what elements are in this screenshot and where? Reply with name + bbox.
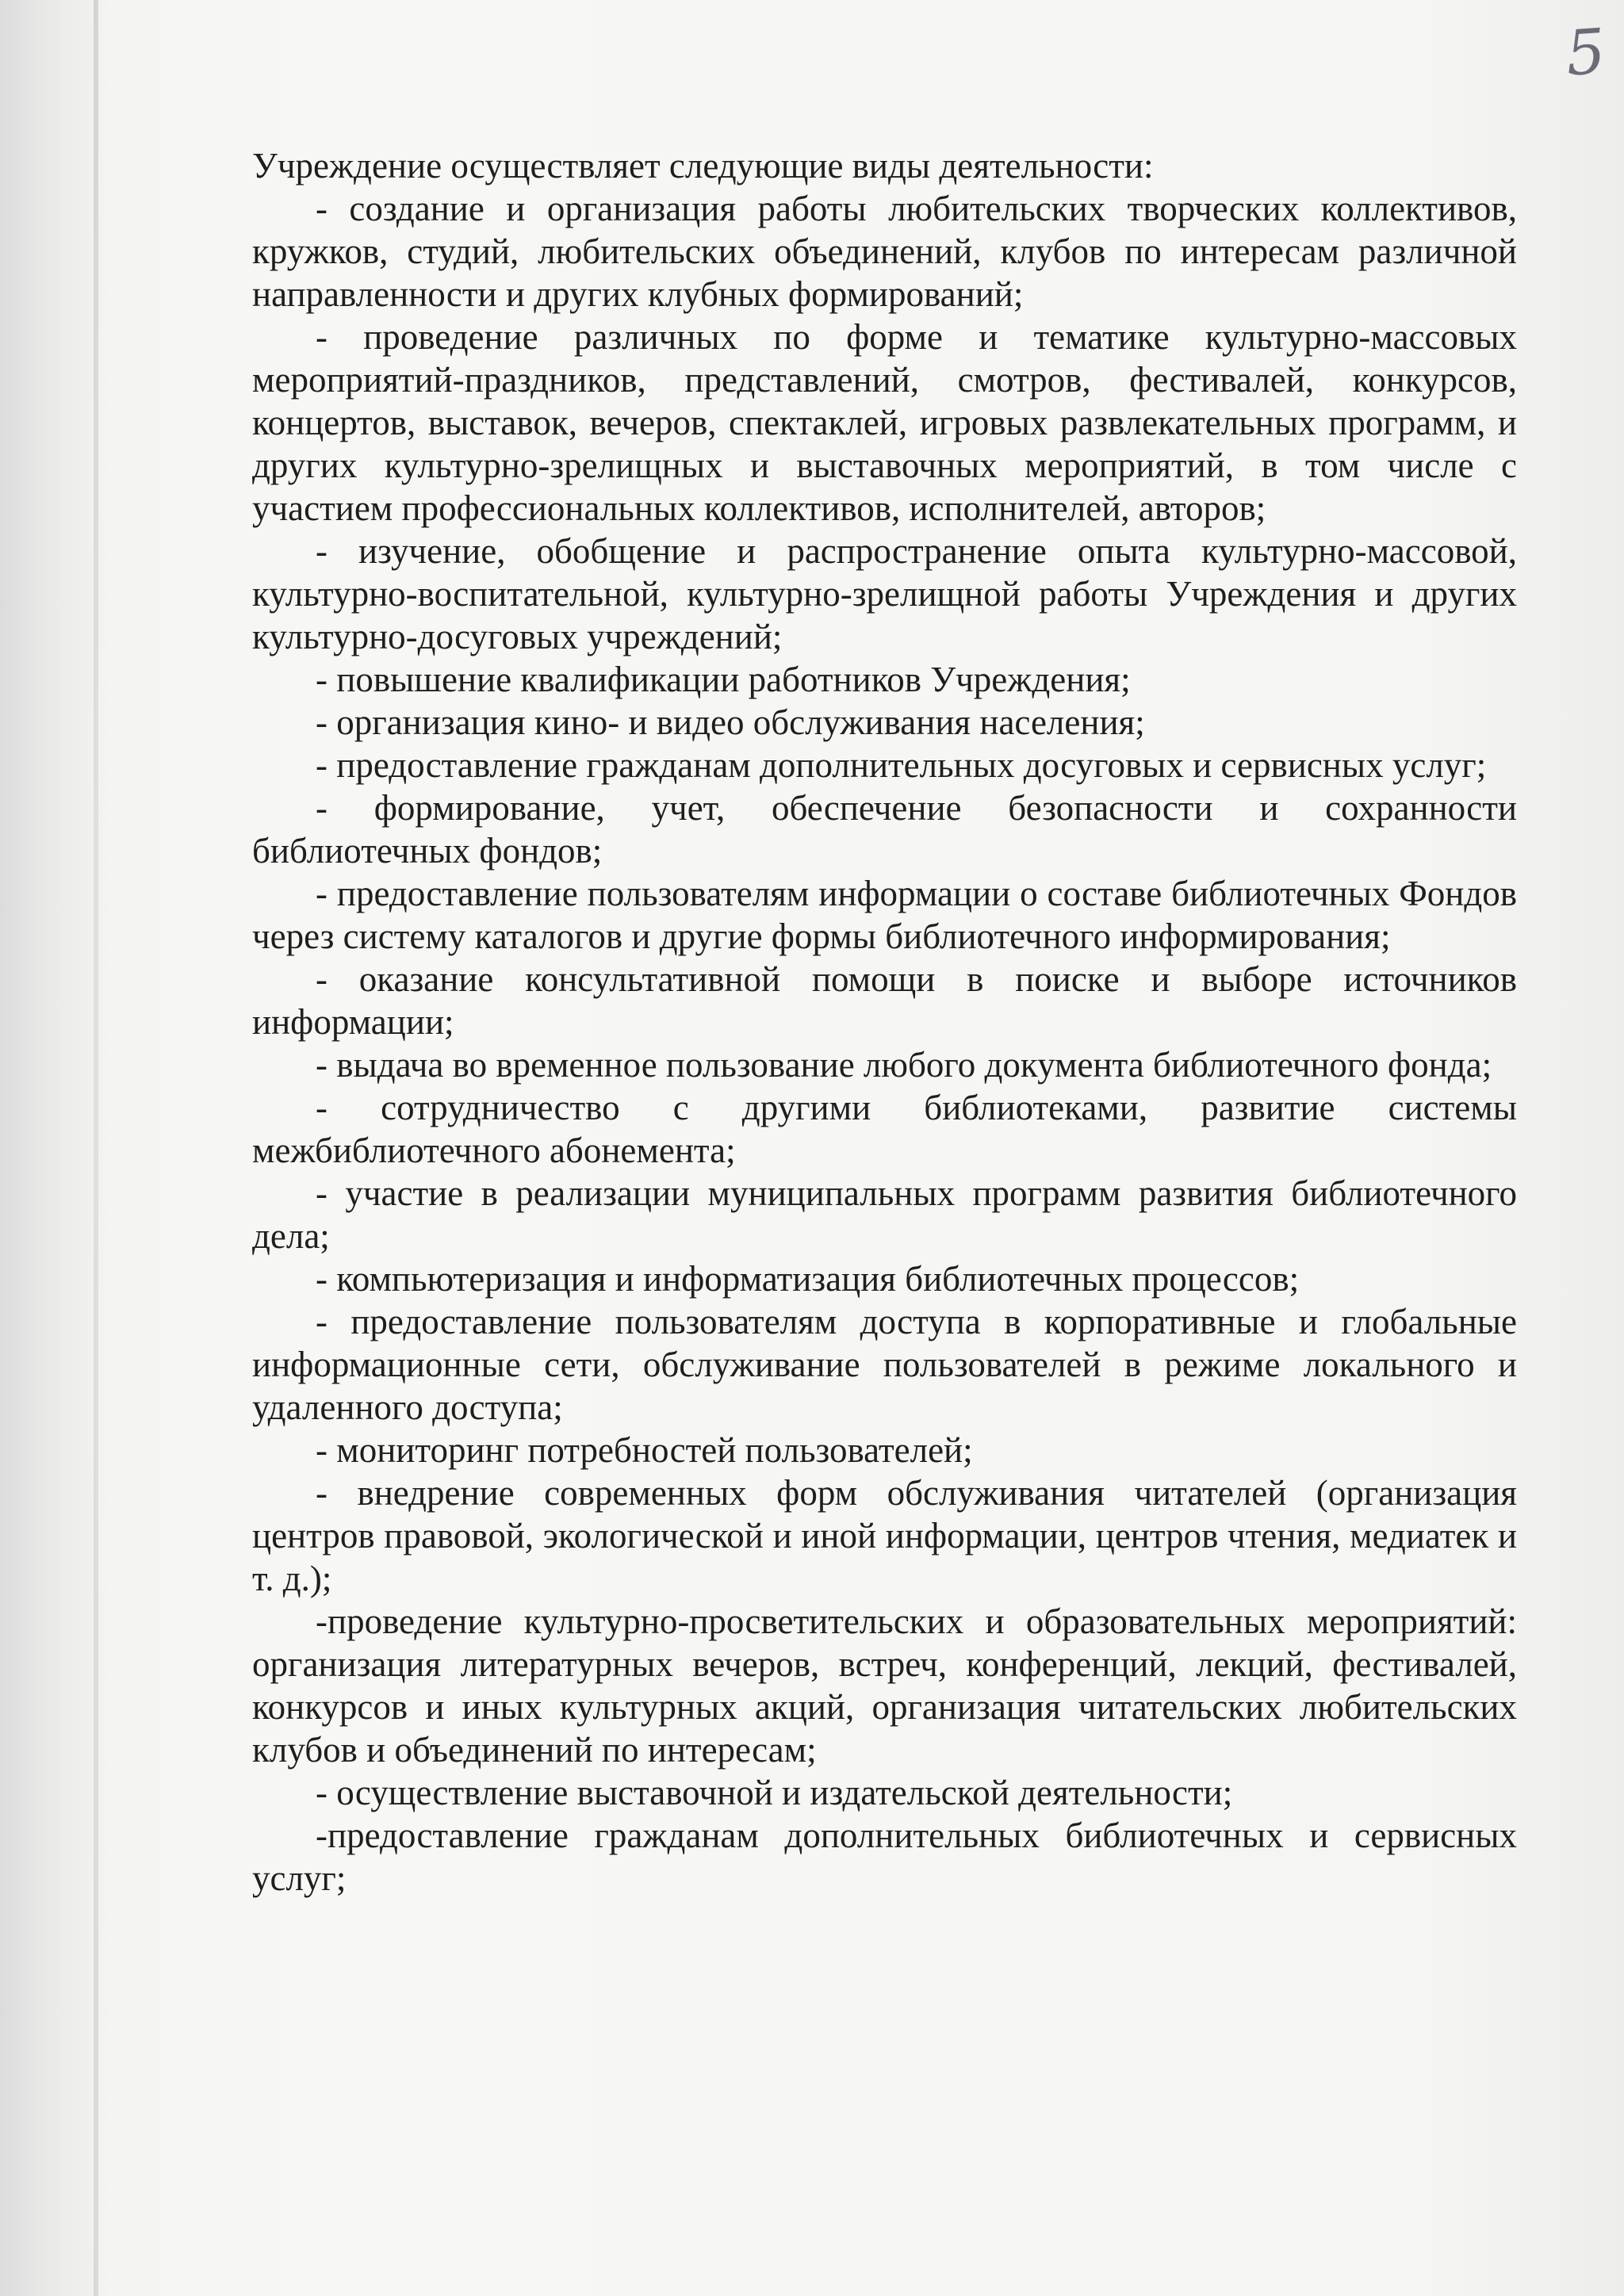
activity-item-3: - изучение, обобщение и распространение опыта культурно-массовой, культурно-воспитательной, культурно-зрелищной работы Учреждения и других культурно-досуговых учреждений;: [252, 531, 1517, 656]
scan-shadow-edge: [94, 0, 98, 2296]
activity-item-2: - проведение различных по форме и тематике культурно-массовых мероприятий-праздников, представлений, смотров, фестивалей, конкурсов, концертов, выставок, вечеров, спектаклей, игровых развлекательных программ, и других культурно-зрелищных и выставочных мероприятий, в том числе с участием профессиональных коллективов, исполнителей, авторов;: [252, 317, 1517, 528]
activity-item-13: - компьютеризация и информатизация библиотечных процессов;: [316, 1259, 1300, 1299]
activity-item-4: - повышение квалификации работников Учреждения;: [316, 660, 1131, 699]
intro-paragraph: Учреждение осуществляет следующие виды деятельности:: [252, 146, 1154, 186]
activity-item-8: - предоставление пользователям информации о составе библиотечных Фондов через систему каталогов и другие формы библиотечного информирования;: [252, 874, 1517, 956]
document-body: [252, 144, 1517, 1900]
activity-item-15: - мониторинг потребностей пользователей;: [316, 1430, 973, 1470]
activity-item-6: - предоставление гражданам дополнительных досуговых и сервисных услуг;: [316, 745, 1487, 785]
activity-item-19: -предоставление гражданам дополнительных библиотечных и сервисных услуг;: [252, 1816, 1517, 1898]
activity-item-10: - выдача во временное пользование любого документа библиотечного фонда;: [316, 1045, 1492, 1085]
activity-item-16: - внедрение современных форм обслуживания читателей (организация центров правовой, экологической и иной информации, центров чтения, медиатек и т. д.);: [252, 1473, 1517, 1598]
activity-item-14: - предоставление пользователям доступа в корпоративные и глобальные информационные сети, обслуживание пользователей в режиме локального и удаленного доступа;: [252, 1302, 1517, 1427]
activity-item-5: - организация кино- и видео обслуживания населения;: [316, 702, 1145, 742]
activity-item-9: - оказание консультативной помощи в поиске и выборе источников информации;: [252, 959, 1517, 1042]
activity-item-17: -проведение культурно-просветительских и образовательных мероприятий: организация литературных вечеров, встреч, конференций, лекций, фестивалей, конкурсов и иных культурных акций, организация читательских любительских клубов и объединений по интересам;: [252, 1601, 1517, 1770]
activity-item-11: - сотрудничество с другими библиотеками, развитие системы межбиблиотечного абонемента;: [252, 1088, 1517, 1170]
activity-item-18: - осуществление выставочной и издательской деятельности;: [316, 1773, 1233, 1812]
activity-item-7: - формирование, учет, обеспечение безопасности и сохранности библиотечных фондов;: [252, 788, 1517, 871]
activity-item-12: - участие в реализации муниципальных программ развития библиотечного дела;: [252, 1173, 1517, 1256]
page-number: 5: [1563, 16, 1608, 90]
activity-item-1: - создание и организация работы любительских творческих коллективов, кружков, студий, любительских объединений, клубов по интересам различной направленности и других клубных формирований;: [252, 189, 1517, 314]
